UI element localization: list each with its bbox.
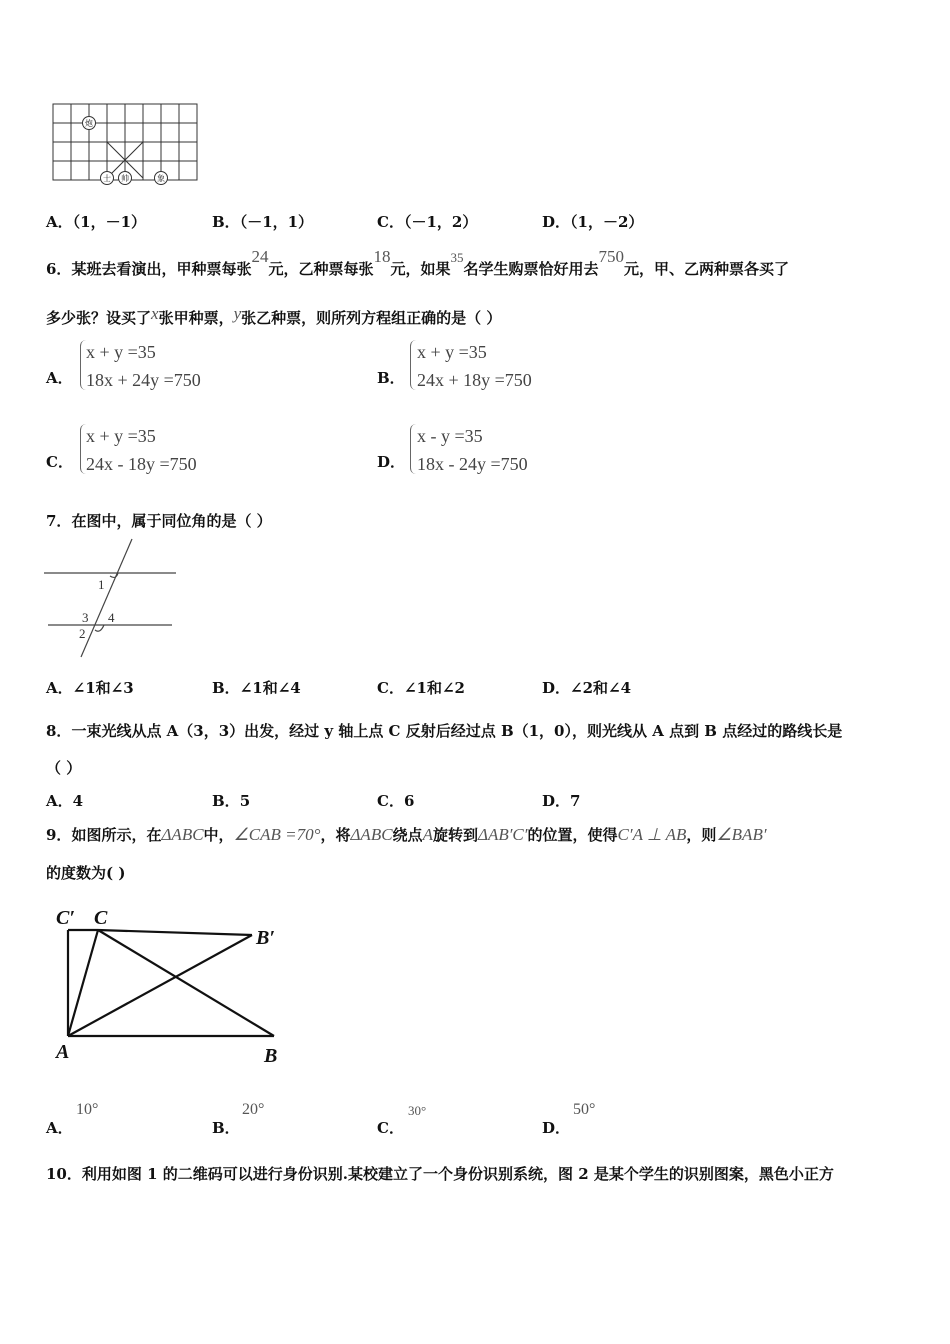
q8-question: 8．一束光线从点 A（3，3）出发，经过 y 轴上点 C 反射后经过点 B（1，0），则光线从 A 点到 B 点经过的路线长是 bbox=[46, 722, 843, 740]
q7-option-c[interactable]: C．∠1和∠2 bbox=[377, 679, 465, 697]
q9-rotation-figure bbox=[50, 904, 290, 1074]
angle-label-1: 1 bbox=[98, 577, 105, 592]
q7-question: 7．在图中，属于同位角的是（ ） bbox=[46, 512, 272, 530]
label-c-prime: C′ bbox=[56, 907, 75, 929]
q6-option-d-system[interactable]: x - y =35 18x - 24y =750 bbox=[417, 426, 528, 474]
q9-option-a-value[interactable]: 10° bbox=[76, 1101, 99, 1118]
q7-option-d[interactable]: D．∠2和∠4 bbox=[542, 679, 632, 697]
piece-xiang: 象 bbox=[157, 174, 165, 183]
q9-option-d-value[interactable]: 50° bbox=[573, 1101, 596, 1118]
q8-option-d[interactable]: D．7 bbox=[542, 792, 581, 810]
q6-option-d-label[interactable]: D． bbox=[377, 453, 406, 471]
chess-board-figure bbox=[50, 100, 200, 186]
q7-option-a[interactable]: A．∠1和∠3 bbox=[46, 679, 134, 697]
q6-line2: 多少张？设买了x张甲种票，y张乙种票，则所列方程组正确的是（ ） bbox=[46, 304, 502, 327]
q9-line2: 的度数为( ) bbox=[46, 864, 126, 882]
piece-shuai: 帅 bbox=[121, 174, 129, 183]
piece-pao: 炮 bbox=[85, 119, 93, 128]
q7-option-b[interactable]: B．∠1和∠4 bbox=[212, 679, 301, 697]
label-c: C bbox=[94, 907, 108, 929]
q6-option-a-system[interactable]: x + y =35 18x + 24y =750 bbox=[86, 342, 201, 390]
q5-option-d[interactable]: D．（1，－2） bbox=[542, 213, 644, 231]
q5-option-c[interactable]: C．（－1，2） bbox=[377, 213, 478, 231]
angle-label-2: 2 bbox=[79, 626, 86, 641]
q9-option-c-label[interactable]: C． bbox=[377, 1119, 404, 1137]
q10-question: 10．利用如图 1 的二维码可以进行身份识别.某校建立了一个身份识别系统，图 2 是某个学生的识别图案，黑色小正方 bbox=[46, 1165, 834, 1183]
q9-option-c-value[interactable]: 30° bbox=[408, 1103, 427, 1118]
q6-line1: 6．某班去看演出，甲种票每张24元，乙种票每张18元，如果35名学生购票恰好用去750元，甲、乙两种票各买了 bbox=[46, 247, 790, 278]
q9-option-a-label[interactable]: A． bbox=[46, 1119, 73, 1137]
angle-label-4: 4 bbox=[108, 610, 115, 625]
q7-parallel-lines-figure bbox=[44, 536, 180, 662]
q8-option-c[interactable]: C．6 bbox=[377, 792, 415, 810]
q8-option-a[interactable]: A．4 bbox=[46, 792, 84, 810]
q6-option-c-system[interactable]: x + y =35 24x - 18y =750 bbox=[86, 426, 197, 474]
q6-option-c-label[interactable]: C． bbox=[46, 453, 73, 471]
q6-option-b-system[interactable]: x + y =35 24x + 18y =750 bbox=[417, 342, 532, 390]
label-b: B bbox=[264, 1045, 278, 1067]
q9-option-d-label[interactable]: D． bbox=[542, 1119, 571, 1137]
q9-option-b-value[interactable]: 20° bbox=[242, 1101, 265, 1118]
q9-option-b-label[interactable]: B． bbox=[212, 1119, 240, 1137]
piece-shi: 士 bbox=[103, 174, 111, 183]
q5-option-b[interactable]: B．（－1，1） bbox=[212, 213, 314, 231]
q8-option-b[interactable]: B．5 bbox=[212, 792, 251, 810]
q5-option-a[interactable]: A．（1，－1） bbox=[46, 213, 147, 231]
q8-paren: （ ） bbox=[46, 759, 82, 777]
q9-line1: 9．如图所示，在ΔABC中，∠CAB =70°，将ΔABC绕点A旋转到ΔAB′C′的位置，使得C′A ⊥ AB，则∠BAB′ bbox=[46, 825, 767, 844]
q6-option-b-label[interactable]: B． bbox=[377, 369, 405, 387]
angle-label-3: 3 bbox=[82, 610, 89, 625]
label-b-prime: B′ bbox=[256, 927, 275, 949]
q6-option-a-label[interactable]: A． bbox=[46, 369, 73, 387]
label-a: A bbox=[56, 1041, 70, 1063]
